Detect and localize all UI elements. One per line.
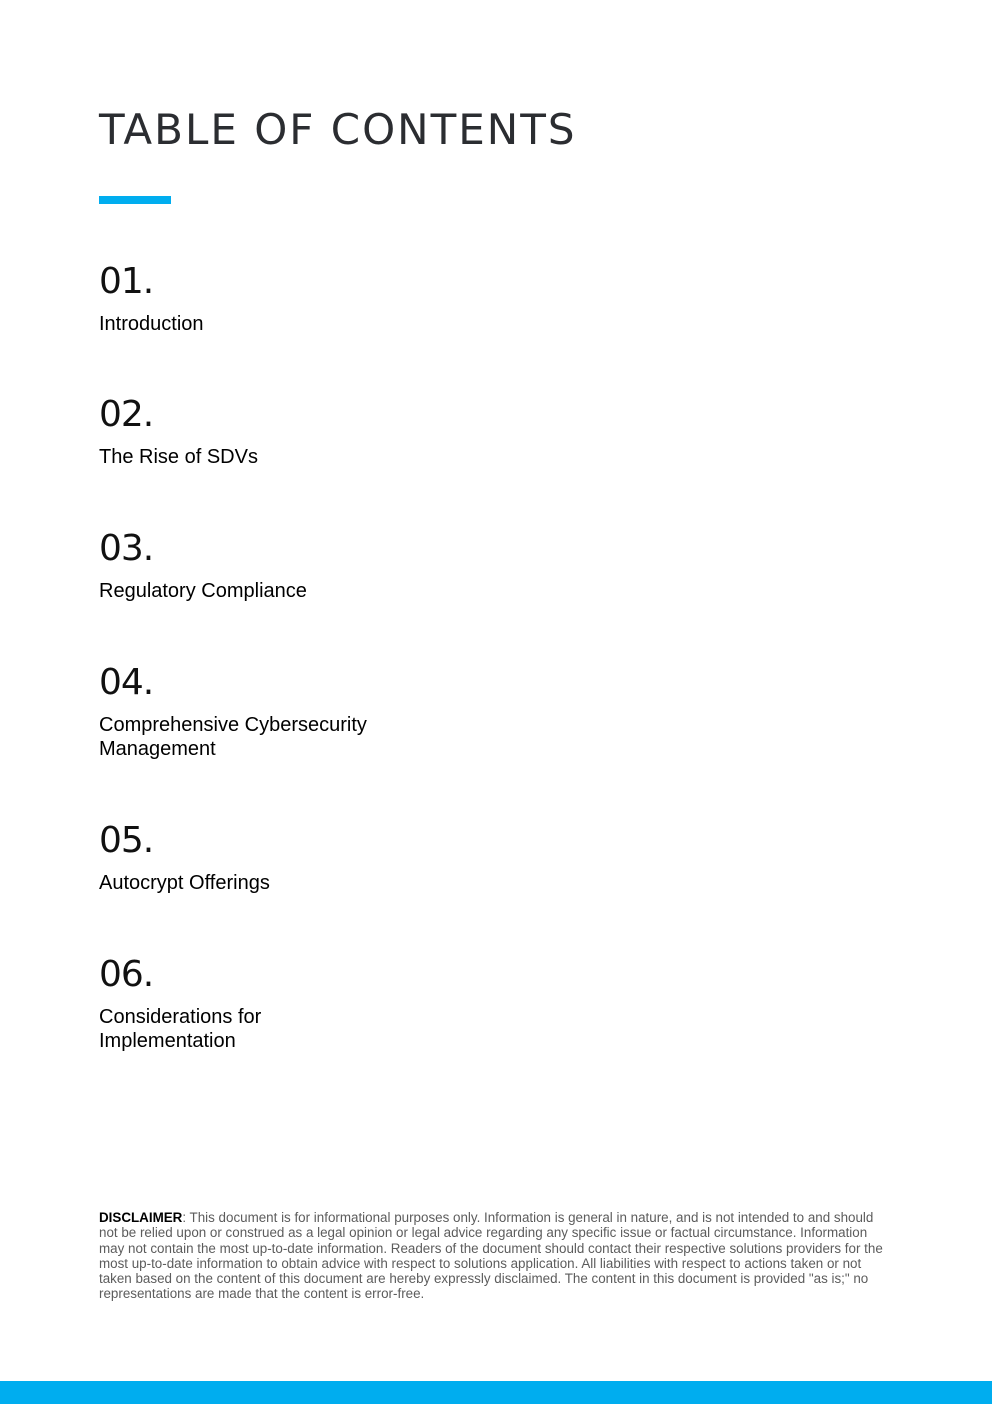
title-accent-bar [99,196,171,204]
toc-entry-label: Regulatory Compliance [99,580,307,602]
toc-entry-number: 01. [99,261,154,302]
toc-entry-number: 03. [99,528,154,569]
disclaimer [99,1210,889,1302]
disclaimer-text: : This document is for informational purposes only. Information is general in nature, and is not intended to and should not be relied upon or construed as a legal opinion or legal advice regarding any specific issue or factual circumstance. Information may not contain the most up-to-date information. Readers of the document should contact their respective solutions providers for the most up-to-date information to obtain advice with respect to solutions application. All liabilities with respect to actions taken or not taken based on the content of this document are hereby expressly disclaimed. The content in this document is provided "as is;" no representations are made that the content is error-free. [99,1210,883,1302]
disclaimer-label: DISCLAIMER [99,1210,183,1225]
page-title: TABLE OF CONTENTS [99,105,577,154]
toc-entry-number: 04. [99,662,154,703]
toc-entry-autocrypt-offerings [99,821,419,895]
toc-entry-regulatory-compliance [99,529,419,603]
toc-entry-label: The Rise of SDVs [99,446,258,468]
toc-entry-number: 02. [99,394,154,435]
toc-entry-cybersecurity-management [99,663,419,761]
toc-entry-label: Comprehensive Cybersecurity Management [99,714,367,760]
toc-entry-label: Introduction [99,313,204,335]
toc-entry-label: Autocrypt Offerings [99,872,270,894]
footer-accent-bar [0,1381,992,1404]
toc-entry-rise-of-sdvs [99,395,419,469]
toc-entry-number: 05. [99,820,154,861]
toc-entry-number: 06. [99,954,154,995]
toc-entry-considerations-implementation [99,955,419,1053]
toc-entry-introduction [99,262,419,336]
toc-entry-label: Considerations for Implementation [99,1006,262,1052]
